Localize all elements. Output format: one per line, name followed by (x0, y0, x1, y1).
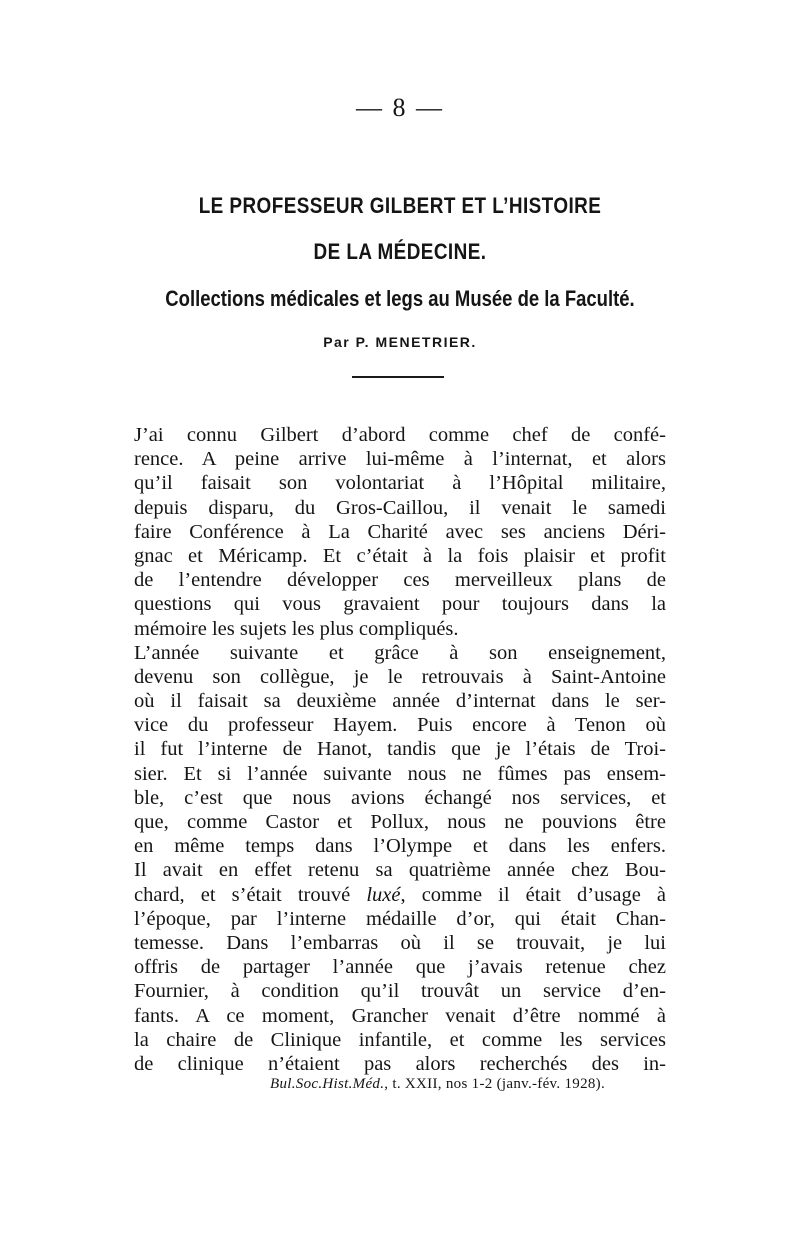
article-body (134, 423, 666, 1076)
body-line: ble, c’est que nous avions échangé nos services, et (134, 786, 666, 809)
journal-abbreviation: Bul.Soc.Hist.Méd. (270, 1076, 385, 1092)
body-line: questions qui vous gravaient pour toujours dans la (134, 593, 666, 616)
body-line: de clinique n’étaient pas alors recherchés des in- (134, 1052, 666, 1075)
body-line: l’époque, par l’interne médaille d’or, qui était Chan- (134, 907, 666, 930)
body-line: en même temps dans l’Olympe et dans les enfers. (134, 835, 666, 858)
body-line: L’année suivante et grâce à son enseignement, (134, 641, 666, 664)
body-line: rence. A peine arrive lui-même à l’internat, et alors (134, 448, 666, 471)
article-title-line-2: DE LA MÉDECINE. (313, 239, 487, 264)
body-line: temesse. Dans l’embarras où il se trouvait, je lui (134, 931, 666, 954)
article-subtitle: Collections médicales et legs au Musée de la Faculté. (165, 286, 635, 311)
body-line: mémoire les sujets les plus compliqués. (134, 617, 459, 640)
article-title-line-1: LE PROFESSEUR GILBERT ET L’HISTOIRE (198, 193, 602, 218)
body-line: Il avait en effet retenu sa quatrième année chez Bou- (134, 859, 666, 882)
body-line: depuis disparu, du Gros-Caillou, il venait le samedi (134, 496, 666, 519)
body-line: vice du professeur Hayem. Puis encore à Tenon où (134, 714, 666, 737)
body-line: que, comme Castor et Pollux, nous ne pouvions être (134, 811, 666, 833)
body-line: J’ai connu Gilbert d’abord comme chef de confé- (134, 424, 666, 446)
body-line: il fut l’interne de Hanot, tandis que je l’étais de Troi- (134, 738, 666, 761)
body-line: sier. Et si l’année suivante nous ne fûmes pas ensem- (134, 762, 666, 785)
page-number: — 8 — (356, 93, 444, 122)
body-line: gnac et Méricamp. Et c’était à la fois plaisir et profit (134, 544, 666, 567)
body-line: devenu son collègue, je le retrouvais à Saint-Antoine (134, 665, 666, 688)
citation-footer (270, 1076, 670, 1093)
title-divider (352, 376, 444, 378)
body-line: de l’entendre développer ces merveilleux plans de (134, 569, 666, 592)
body-line: où il faisait sa deuxième année d’internat dans le ser- (134, 690, 666, 713)
body-line: Fournier, à condition qu’il trouvât un service d’en- (134, 980, 666, 1003)
body-line: offris de partager l’année que j’avais retenue chez (134, 956, 666, 979)
body-line: faire Conférence à La Charité avec ses anciens Déri- (134, 520, 666, 543)
body-line: chard, et s’était trouvé luxé, comme il était d’usage à (134, 883, 666, 906)
citation-details: , t. XXII, nos 1-2 (janv.-fév. 1928). (384, 1076, 606, 1092)
body-line: la chaire de Clinique infantile, et comme les services (134, 1028, 666, 1051)
body-line: qu’il faisait son volontariat à l’Hôpital militaire, (134, 472, 666, 495)
body-line: fants. A ce moment, Grancher venait d’être nommé à (134, 1004, 666, 1027)
author-byline: Par P. MENETRIER. (323, 334, 477, 350)
